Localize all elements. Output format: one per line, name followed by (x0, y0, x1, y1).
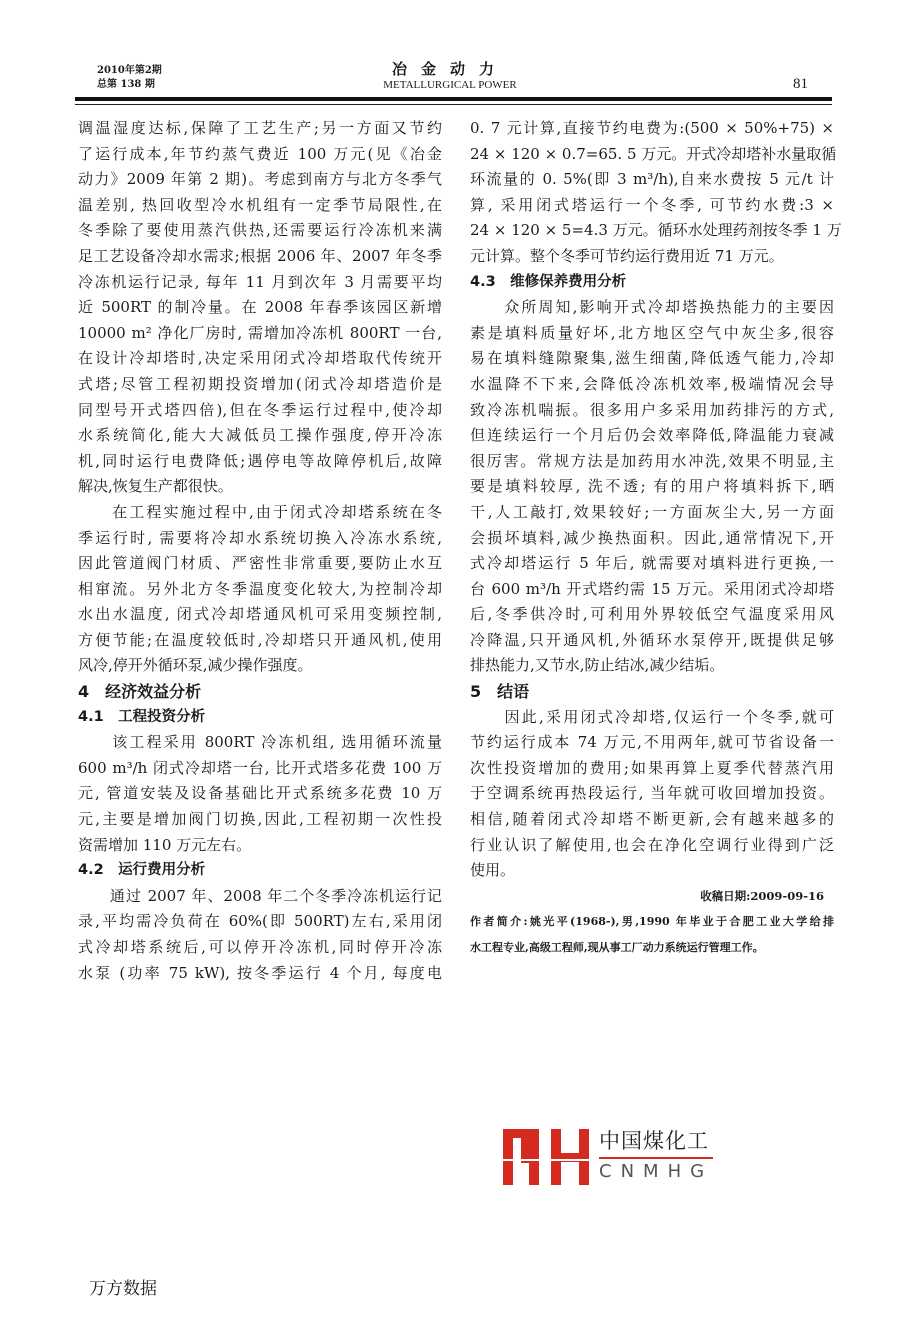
text-line: 很厉害。常规方法是加药用水冲洗,效果不明显,主 (470, 451, 834, 470)
text-line: 24 × 120 × 0.7=65. 5 万元。开式冷却塔补水量取循 (470, 144, 837, 163)
text-line: 4.2 运行费用分析 (78, 862, 206, 879)
text-line: 动力》2009 年第 2 期)。考虑到南方与北方冬季气 (78, 170, 442, 189)
text-line: 同型号开式塔四倍),但在冬季运行过程中,使冷却 (78, 400, 442, 419)
text-line: 近 500RT 的制冷量。在 2008 年春季该园区新增 (78, 298, 442, 317)
text-line: 次性投资增加的费用;如果再算上夏季代替蒸汽用 (470, 758, 834, 777)
subsection-heading (78, 705, 442, 731)
text-line: 水温降不下来,会降低冷冻机效率,极端情况会导 (470, 374, 834, 393)
issue-info (97, 64, 162, 92)
issue-number: 2010年第2期 (97, 65, 162, 76)
text-line: 足工艺设备冷却水需求;根据 2006 年、2007 年冬季 (78, 246, 442, 265)
text-line: 干,人工敲打,效果较好;一方面灰尘大,另一方面 (470, 502, 834, 521)
paragraph (470, 705, 834, 884)
text-line: 素是填料质量好坏,北方地区空气中灰尘多,很容 (470, 323, 834, 342)
text-line: 水出水温度, 闭式冷却塔通风机可采用变频控制, (78, 605, 442, 624)
text-line: 通过 2007 年、2008 年二个冬季冷冻机运行记 (78, 886, 442, 905)
text-line: 水泵 (功率 75 kW), 按冬季运行 4 个月, 每度电 (78, 963, 442, 982)
received-date (470, 884, 834, 910)
paragraph (78, 500, 442, 679)
text-line: 元计算。整个冬季可节约运行费用近 71 万元。 (470, 246, 784, 265)
text-line: 4 经济效益分析 (78, 682, 202, 702)
left-column (78, 116, 442, 986)
text-line: 要是填料较厚, 洗不透; 有的用户将填料拆下,晒 (470, 477, 834, 496)
cnmhg-logo (503, 1128, 713, 1185)
paragraph (470, 116, 842, 270)
text-line: 在设计冷却塔时,决定采用闭式冷却塔取代传统开 (78, 349, 442, 368)
text-line: 环流量的 0. 5%(即 3 m³/h),自来水费按 5 元/t 计 (470, 170, 834, 189)
right-column (470, 116, 842, 961)
text-line: 了运行成本,年节约蒸气费近 100 万元(见《冶金 (78, 144, 442, 163)
text-line: 4.3 维修保养费用分析 (470, 273, 627, 290)
paragraph (470, 295, 834, 679)
text-line: 冷降温,只开通风机,外循环水泵停开,既提供足够 (470, 630, 834, 649)
total-issue-number: 总第 138 期 (97, 79, 155, 90)
text-line: 因此管道阀门材质、严密性非常重要,要防止水互 (78, 554, 442, 573)
text-line: 因此,采用闭式冷却塔,仅运行一个冬季,就可 (470, 707, 834, 726)
logo-name-en: CNMHG (599, 1161, 714, 1182)
text-line: 0. 7 元计算,直接节约电费为:(500 × 50%+75) × (470, 119, 834, 137)
text-line: 冷冻机运行记录, 每年 11 月到次年 3 月需要平均 (78, 272, 442, 291)
text-line: 季运行时, 需要将冷却水系统切换入冷冻水系统, (78, 528, 442, 547)
journal-title-cn: 冶金动力 (391, 60, 508, 78)
text-line: 收稿日期:2009-09-16 (700, 888, 824, 903)
text-line: 式冷却塔系统后,可以停开冷冻机,同时停开冷冻 (78, 938, 442, 956)
paragraph (78, 730, 442, 858)
text-line: 温差别, 热回收型冷水机组有一定季节局限性,在 (78, 195, 442, 214)
footer-watermark: 万方数据 (89, 1279, 157, 1299)
text-line: 冬季除了要使用蒸汽供热,还需要运行冷冻机来满 (78, 221, 442, 240)
text-line: 节约运行成本 74 万元,不用两年,就可节省设备一 (470, 733, 834, 752)
text-line: 资需增加 110 万元左右。 (78, 835, 252, 854)
text-line: 于空调系统再热段运行, 当年就可收回增加投资。 (470, 784, 834, 803)
header-rule-thin (75, 104, 832, 105)
text-line: 4.1 工程投资分析 (78, 708, 206, 725)
text-line: 调温湿度达标,保障了工艺生产;另一方面又节约 (78, 119, 442, 137)
text-line: 致冷冻机喘振。很多用户多采用加药排污的方式, (470, 400, 834, 419)
text-line: 解决,恢复生产都很快。 (78, 477, 233, 496)
page-number: 81 (793, 76, 808, 92)
text-line: 算, 采用闭式塔运行一个冬季, 可节约水费:3 × (470, 195, 834, 214)
text-line: 元, 管道安装及设备基础比开式系统多花费 10 万 (78, 784, 442, 803)
text-line: 相信,随着闭式冷却塔不断更新,会有越来越多的 (470, 810, 834, 829)
author-note (470, 909, 834, 960)
text-line: 元,主要是增加阀门切换,因此,工程初期一次性投 (78, 810, 442, 829)
subsection-heading (78, 858, 442, 884)
text-line: 后,冬季供冷时,可利用外界较低空气温度采用风 (470, 605, 834, 624)
text-line: 易在填料缝隙聚集,滋生细菌,降低透气能力,冷却 (470, 349, 834, 368)
text-line: 但连续运行一个月后仍会效率降低,降温能力衰减 (470, 426, 834, 445)
text-line: 排热能力,又节水,防止结冰,减少结垢。 (470, 656, 725, 675)
mh-logo-icon (503, 1129, 589, 1185)
journal-title-en: METALLURGICAL POWER (383, 79, 517, 91)
text-line: 行业认识了解使用,也会在净化空调行业得到广泛 (470, 835, 834, 854)
text-line: 机,同时运行电费降低;遇停电等故障停机后,故障 (78, 451, 442, 470)
text-line: 该工程采用 800RT 冷冻机组, 选用循环流量 (78, 733, 442, 752)
header-rule-thick (75, 97, 832, 101)
text-line: 作者简介:姚光平(1968-),男,1990 年毕业于合肥工业大学给排 (470, 915, 834, 929)
text-line: 台 600 m³/h 开式塔约需 15 万元。采用闭式冷却塔 (470, 579, 834, 598)
text-line: 录,平均需冷负荷在 60%(即 500RT)左右,采用闭 (78, 912, 442, 931)
text-line: 会损坏填料,减少换热面积。因此,通常情况下,开 (470, 528, 834, 547)
text-line: 使用。 (470, 861, 516, 880)
text-line: 600 m³/h 闭式冷却塔一台, 比开式塔多花费 100 万 (78, 758, 442, 777)
text-line: 10000 m² 净化厂房时, 需增加冷冻机 800RT 一台, (78, 323, 442, 342)
text-line: 相窜流。另外北方冬季温度变化较大,为控制冷却 (78, 579, 442, 598)
text-line: 式塔;尽管工程初期投资增加(闭式冷却塔造价是 (78, 374, 442, 393)
text-line: 水系统简化,能大大减低员工操作强度,停开冷冻 (78, 426, 442, 445)
section-heading (470, 679, 834, 705)
subsection-heading (470, 270, 834, 296)
text-line: 水工程专业,高级工程师,现从事工厂动力系统运行管理工作。 (470, 941, 764, 954)
paragraph (78, 884, 442, 986)
text-line: 方便节能;在温度较低时,冷却塔只开通风机,使用 (78, 630, 442, 649)
text-line: 24 × 120 × 5=4.3 万元。循环水处理药剂按冬季 1 万 (470, 221, 842, 240)
section-heading (78, 679, 442, 705)
text-line: 风冷,停开外循环泵,减少操作强度。 (78, 656, 313, 675)
text-line: 在工程实施过程中,由于闭式冷却塔系统在冬 (78, 502, 442, 521)
text-line: 众所周知,影响开式冷却塔换热能力的主要因 (470, 298, 834, 317)
journal-title (330, 60, 570, 92)
logo-name-cn: 中国煤化工 (599, 1128, 713, 1159)
text-line: 5 结语 (470, 682, 530, 702)
text-line: 式冷却塔运行 5 年后, 就需要对填料进行更换,一 (470, 554, 834, 573)
paragraph (78, 116, 442, 500)
